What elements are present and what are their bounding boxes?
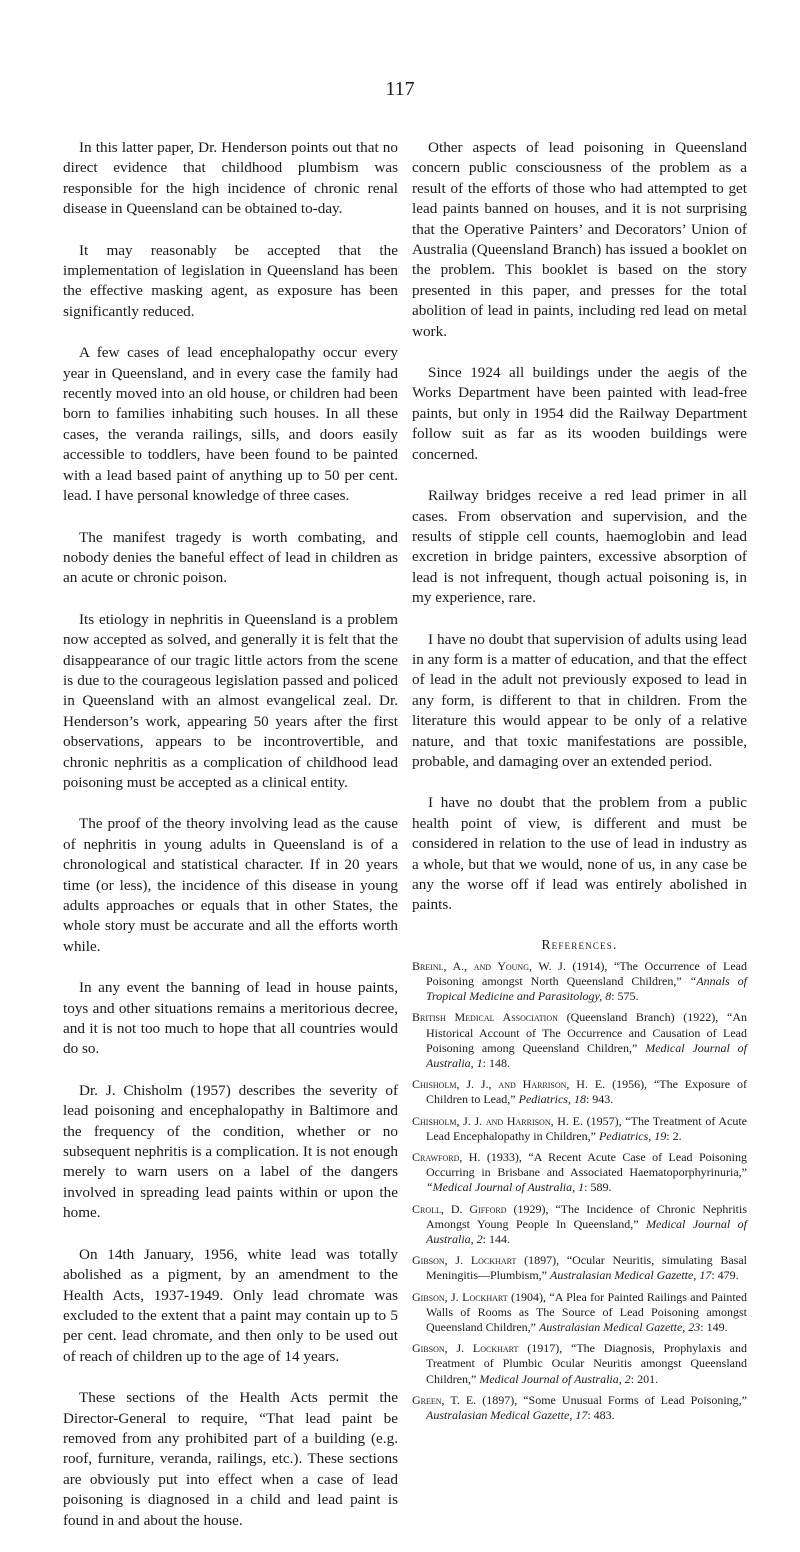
right-column bbox=[412, 138, 747, 1429]
reference-text: (1897), “Ocular Neuritis, simulating Basal Meningitis—Plumbism,” bbox=[426, 1253, 748, 1283]
reference-text: (Queensland Branch) (1922), “An Historical Account of The Occurrence and Causation of Lead Poisoning among Queensland Children,” bbox=[426, 1010, 747, 1055]
paragraph: I have no doubt that supervision of adults using lead in any form is a matter of education, and that the effect of lead in the adult not previously exposed to lead in any form, is different to that in children. From the literature this would appear to be only of a relative nature, and that toxic manifestations are possible, probable, and damaging over an extended period. bbox=[412, 630, 747, 770]
reference-authors: Chisholm, J. J., and Harrison, H. E. bbox=[412, 1077, 606, 1092]
reference-pages: : 148. bbox=[482, 1056, 511, 1071]
reference-authors: Chisholm, J. J. and Harrison, H. E. bbox=[412, 1113, 583, 1128]
reference-text: (1897), “Some Unusual Forms of Lead Poisoning,” bbox=[476, 1392, 748, 1407]
reference-item bbox=[412, 1150, 747, 1196]
reference-journal: Medical Journal of Australia, 1 bbox=[426, 1040, 748, 1071]
paragraph: The proof of the theory involving lead as the cause of nephritis in young adults in Queensland is of a chronological and statistical character. If in 20 years time (or less), the incidence of this disease in young adults approaches or equals that in other States, the whole story must be accurate and all the efforts worth while. bbox=[63, 815, 398, 955]
reference-pages: : 479. bbox=[711, 1268, 739, 1283]
reference-pages: : 483. bbox=[587, 1408, 615, 1423]
paragraph: In this latter paper, Dr. Henderson points out that no direct evidence that childhood plumbism was responsible for the high incidence of chronic renal disease in Queensland can be obtained to-day. bbox=[63, 139, 398, 218]
reference-text: (1914), “The Occurrence of Lead Poisoning amongst North Queensland Children,” bbox=[426, 958, 747, 989]
reference-text: (1917), “The Diagnosis, Prophylaxis and Treatment of Plumbic Ocular Neuritis amongst Queensland Children,” bbox=[426, 1341, 748, 1386]
reference-authors: Croll, D. Gifford bbox=[412, 1201, 507, 1216]
reference-pages: : 589. bbox=[584, 1180, 612, 1195]
reference-text: (1957), “The Treatment of Acute Lead Encephalopathy in Children,” bbox=[426, 1113, 747, 1143]
reference-text: (1933), “A Recent Acute Case of Lead Poisoning Occurring in Brisbane and Associated Haematoporphyrinuria,” bbox=[426, 1150, 747, 1180]
reference-item bbox=[412, 1114, 747, 1144]
paragraph: Railway bridges receive a red lead primer in all cases. From observation and supervision, and the results of stipple cell counts, haemoglobin and lead excretion in bridge painters, excessive absorption of lead is not infrequent, though actual poisoning is, in my experience, rare. bbox=[412, 487, 747, 607]
paragraph: Its etiology in nephritis in Queensland is a problem now accepted as solved, and generally it is felt that the disappearance of our tragic little actors from the scene is due to the courageous legislation passed and policed in Queensland with an almost evangelical zeal. Dr. Henderson’s work, appearing 50 years after the first observations, appears to be incontrovertible, and chronic nephritis as a complication of childhood lead poisoning must be accepted as a clinical entity. bbox=[63, 610, 398, 791]
reference-authors: Breinl, A., and Young, W. J. bbox=[412, 958, 566, 973]
reference-item bbox=[412, 1202, 747, 1248]
paragraph: These sections of the Health Acts permit the Director-General to require, “That lead paint be removed from any prohibited part of a building (e.g. roof, furniture, veranda, railings, etc.). These sections are obviously put into effect when a case of lead poisoning is diagnosed in a child and lead paint is found in and about the house. bbox=[63, 1389, 398, 1529]
reference-journal: Medical Journal of Australia, 2 bbox=[426, 1216, 748, 1247]
references-heading: References. bbox=[541, 936, 618, 952]
reference-item bbox=[412, 959, 747, 1005]
reference-journal: Pediatrics, 18 bbox=[518, 1092, 586, 1107]
reference-authors: British Medical Association bbox=[412, 1010, 558, 1025]
reference-item bbox=[412, 1393, 747, 1423]
reference-text: (1904), “A Plea for Painted Railings and Painted Walls of Rooms as The Source of Lead Poisoning amongst Queensland Children,” bbox=[426, 1289, 748, 1335]
paragraph: It may reasonably be accepted that the implementation of legislation in Queensland has been the effective masking agent, as exposure has been significantly reduced. bbox=[63, 241, 398, 320]
reference-journal: Pediatrics, 19 bbox=[598, 1128, 667, 1143]
paragraph: The manifest tragedy is worth combating, and nobody denies the baneful effect of lead in children as an acute or chronic poison. bbox=[63, 528, 398, 587]
reference-item bbox=[412, 1010, 747, 1071]
reference-journal: Australasian Medical Gazette, 17 bbox=[426, 1408, 588, 1423]
reference-authors: Gibson, J. Lockhart bbox=[412, 1289, 508, 1304]
reference-authors: Crawford, H. bbox=[412, 1150, 481, 1165]
reference-journal: Australasian Medical Gazette, 17 bbox=[550, 1268, 712, 1283]
reference-pages: : 144. bbox=[482, 1232, 511, 1247]
reference-item bbox=[412, 1341, 747, 1387]
page-number: 117 bbox=[385, 78, 415, 100]
paragraph: Since 1924 all buildings under the aegis of the Works Department have been painted with lead-free paints, but only in 1954 did the Railway Department follow suit as far as its wooden buildings were concerned. bbox=[412, 364, 747, 463]
reference-pages: : 575. bbox=[611, 989, 639, 1004]
reference-journal: “Medical Journal of Australia, 1 bbox=[426, 1180, 585, 1195]
reference-item bbox=[412, 1077, 747, 1107]
reference-journal: Australasian Medical Gazette, 23 bbox=[538, 1320, 701, 1335]
paragraph: I have no doubt that the problem from a public health point of view, is different and must be considered in relation to the use of lead in industry as a whole, but that we would, none of us, in any case be any the worse off if lead was entirely abolished in paints. bbox=[412, 794, 747, 914]
paragraph: Other aspects of lead poisoning in Queensland concern public consciousness of the problem as a result of the efforts of those who had attempted to get lead paints banned on houses, and it is not surprising that the Operative Painters’ and Decorators’ Union of Australia (Queensland Branch) has issued a booklet on the problem. This booklet is based on the story presented in this paper, and presses for the total abolition of lead in paints, including red lead on metal work. bbox=[412, 139, 747, 340]
references-list bbox=[412, 959, 747, 1423]
reference-authors: Green, T. E. bbox=[412, 1392, 477, 1407]
paragraph: On 14th January, 1956, white lead was totally abolished as a pigment, by an amendment to the Health Acts, 1937-1949. Only lead chromate was excluded to the extent that a paint may contain up to 5 per cent. lead chromate, and then only to be used out of reach of children up to the age of 14 years. bbox=[63, 1245, 398, 1365]
reference-item bbox=[412, 1290, 747, 1336]
reference-pages: : 943. bbox=[585, 1092, 614, 1107]
reference-journal: “Annals of Tropical Medicine and Parasitology, 8 bbox=[426, 974, 748, 1004]
reference-pages: : 2. bbox=[666, 1128, 682, 1143]
reference-journal: Medical Journal of Australia, 2 bbox=[479, 1371, 631, 1386]
reference-authors: Gibson, J. Lockhart bbox=[412, 1253, 517, 1268]
reference-authors: Gibson, J. Lockhart bbox=[412, 1341, 519, 1356]
paragraph: In any event the banning of lead in house paints, toys and other situations remains a meritorious decree, and it is not too much to hope that all countries would do so. bbox=[63, 979, 398, 1058]
reference-text: (1929), “The Incidence of Chronic Nephritis Amongst Young People In Queensland,” bbox=[426, 1201, 747, 1231]
reference-pages: : 149. bbox=[700, 1320, 728, 1335]
paragraph: Dr. J. Chisholm (1957) describes the severity of lead poisoning and encephalopathy in Baltimore and the frequency of the condition, whether or no subsequent nephritis is a complication. It is not enough merely to warn users on a label of the dangers involved in spreading lead paints within or upon the home. bbox=[63, 1081, 398, 1222]
reference-text: (1956), “The Exposure of Children to Lead,” bbox=[426, 1077, 747, 1107]
reference-pages: : 201. bbox=[630, 1371, 659, 1386]
reference-item bbox=[412, 1253, 747, 1283]
left-column bbox=[63, 138, 398, 1552]
paragraph: A few cases of lead encephalopathy occur every year in Queensland, and in every case the family had recently moved into an old house, or children had been born to families inhabiting such houses. In all these cases, the veranda railings, sills, and doors easily accessible to toddlers, have been found to be painted with a lead based paint of anything up to 50 per cent. lead. I have personal knowledge of three cases. bbox=[63, 344, 398, 505]
